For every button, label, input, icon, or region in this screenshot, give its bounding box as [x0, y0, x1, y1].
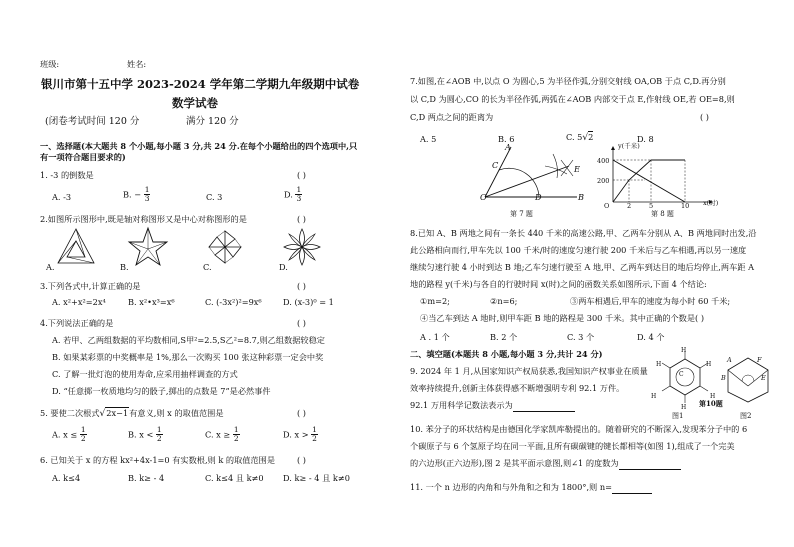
q8-origin: O: [604, 202, 610, 210]
q1-option-d: D. $\frac{1}{3}$: [284, 185, 302, 203]
q8-x-axis-label: x(时): [703, 199, 719, 207]
q4-option-a: A. 若甲、乙两组数据的平均数相同,S甲²=2.5,S乙²=8.7,则乙组数据较稳定: [52, 335, 325, 345]
q7-point-d: D: [535, 192, 542, 202]
q2-stem: 2.如图所示图形中,既是轴对称图形又是中心对称图形的是: [40, 214, 247, 224]
q2-answer-paren: ( ): [297, 214, 306, 224]
q7-point-b: B: [578, 192, 585, 202]
q10-line3: 的六边形(正六边形),图 2 是其平面示意图,则∠1 的度数为: [410, 458, 681, 470]
q8-line4: 地的路程 y(千米)与各自的行驶时间 x(时)之间的函数关系如图所示,下面 4 个结论:: [410, 279, 707, 289]
q8-x-tick-2: 2: [627, 202, 632, 210]
q2-option-c: C.: [203, 262, 212, 272]
q7-point-a: A: [505, 142, 511, 152]
q3-answer-paren: ( ): [297, 281, 306, 291]
q4-option-d: D. “任意掷一枚质地均匀的骰子,掷出的点数是 7”是必然事件: [52, 386, 271, 396]
q1-answer-paren: ( ): [297, 170, 306, 180]
q2-figure-b: [128, 227, 168, 267]
q7-option-d: D. 8: [637, 134, 654, 144]
q11-line1: 11. 一个 n 边形的内角和与外角和之和为 1800°,则 n=: [410, 482, 652, 494]
q8-figure-caption: 第 8 题: [651, 210, 674, 218]
q8-y-tick-400: 400: [597, 157, 610, 165]
q7-option-c: C. 5√2: [566, 132, 594, 143]
q10-vertex-a: A: [727, 356, 732, 364]
q7-line1: 7.如图,在∠AOB 中,以点 O 为圆心,5 为半径作弧,分别交射线 OA,OB 于点 C,D.再分别: [410, 76, 726, 86]
section2-heading: 二、填空题(本题共 8 小题,每小题 3 分,共计 24 分): [410, 349, 603, 359]
q4-stem: 4.下列说法正确的是: [40, 318, 114, 328]
section1-heading-2: 有一项符合题目要求的): [40, 152, 126, 162]
q8-option-d: D. 4 个: [637, 332, 665, 342]
q6-stem: 6. 已知关于 x 的方程 kx²+4x-1=0 有实数根,则 k 的取值范围是: [40, 455, 276, 465]
q3-option-c: C. (-3x²)²=9x⁶: [205, 297, 262, 307]
q8-y-axis-label: y(千米): [618, 142, 640, 150]
q1-option-a: A. -3: [52, 192, 72, 202]
q5-option-b: B. x < $\frac{1}{2}$: [128, 425, 162, 443]
q5-option-d: D. x > $\frac{1}{2}$: [283, 425, 317, 443]
q8-graph: [605, 146, 715, 208]
q7-line2: 以 C,D 为圆心,CO 的长为半径作弧,两弧在∠AOB 内部交于点 E,作射线 OE,若 OE=8,则: [410, 94, 735, 104]
q7-figure-caption: 第 7 题: [510, 210, 533, 218]
q4-answer-paren: ( ): [297, 318, 306, 328]
q6-option-c: C. k≤4 且 k≠0: [205, 473, 264, 483]
q7-figure: [477, 144, 587, 204]
q4-option-b: B. 如果某彩票的中奖概率是 1%,那么一次购买 100 张这种彩票一定会中奖: [52, 352, 324, 362]
q10-atom-h-bottom: H: [681, 404, 687, 411]
q6-option-d: D. k≥ - 4 且 k≠0: [283, 473, 350, 483]
q10-atom-h-lower-right: H: [710, 393, 716, 400]
q2-option-b: B.: [120, 262, 129, 272]
class-label: 班级:: [40, 59, 60, 69]
q2-option-d: D.: [279, 262, 288, 272]
q8-conclusion-4: ④当乙车到达 A 地时,则甲车距 B 地的路程是 300 千米。其中正确的个数是( ): [420, 313, 705, 323]
q10-figure-caption: 第10题: [699, 399, 723, 408]
q5-answer-paren: ( ): [297, 408, 306, 418]
q7-point-c: C: [492, 160, 499, 170]
q1-option-c: C. 3: [206, 192, 223, 202]
q2-figure-a: [56, 227, 96, 267]
q9-line1: 9. 2024 年 1 月,从国家知识产权局获悉,我国知识产权事业在质量: [410, 366, 648, 376]
q10-vertex-e: E: [761, 374, 766, 382]
q8-line3: 继续匀速行驶 4 小时到达 B 地;乙车匀速行驶至 A 地,甲、乙两车到达目的地后均停止,两车距 A: [410, 262, 754, 272]
q8-line2: 此公路相向而行,甲车先以 100 千米/时的速度匀速行驶 200 千米后与乙车相遇,再以另一速度: [410, 245, 747, 255]
q8-line1: 8.已知 A、B 两地之间有一条长 440 千米的高速公路,甲、乙两车分别从 A、B 两地同时出发,沿: [410, 228, 757, 238]
name-label: 姓名:: [127, 59, 147, 69]
q2-option-a: A.: [46, 262, 55, 272]
exam-subtitle: 数学试卷: [172, 96, 218, 110]
q5-option-a: A. x ≤ $\frac{1}{2}$: [52, 425, 86, 443]
q8-x-tick-10: 10: [681, 202, 690, 210]
q7-line3: C,D 两点之间的距离为: [410, 112, 494, 122]
q8-option-b: B. 2 个: [490, 332, 518, 342]
q9-line2: 效率持续提升,创新主体获得感不断增强明专利 92.1 万件。: [410, 383, 625, 393]
q9-line3: 92.1 万用科学记数法表示为: [410, 400, 575, 412]
q10-atom-c: C: [679, 371, 684, 378]
q5-stem: 5. 要使二次根式√2x−1有意义,则 x 的取值范围是: [40, 408, 224, 419]
q6-option-b: B. k≥ - 4: [128, 473, 165, 483]
q7-option-b: B. 6: [498, 134, 515, 144]
q10-figure-1-label: 图1: [672, 412, 684, 420]
q2-figure-d: [282, 227, 322, 267]
q7-point-o: O: [480, 192, 487, 202]
q7-answer-paren: ( ): [700, 112, 709, 122]
q3-option-d: D. (x-3)⁰ = 1: [283, 297, 334, 307]
q8-x-tick-5: 5: [649, 202, 654, 210]
q3-option-b: B. x²•x³=x⁶: [128, 297, 175, 307]
q10-atom-h-lower-left: H: [651, 393, 657, 400]
q6-answer-paren: ( ): [297, 455, 306, 465]
q4-option-c: C. 了解一批灯泡的使用寿命,应采用抽样调查的方式: [52, 369, 238, 379]
q1-stem: 1. -3 的倒数是: [40, 170, 94, 180]
q10-atom-h-right: H: [706, 361, 712, 368]
q10-figure-2-label: 图2: [740, 412, 752, 420]
time-info: (闭卷考试时间 120 分: [45, 116, 140, 127]
q8-conclusion-1: ①m=2;: [420, 296, 450, 306]
q10-atom-h-top: H: [681, 347, 687, 354]
q1-option-b: B. − $\frac{1}{3}$: [123, 185, 150, 203]
q10-line1: 10. 苯分子的环状结构是由德国化学家凯库勒提出的。随着研究的不断深入,发现苯分子中的 6: [410, 424, 748, 434]
q10-atom-h-left: H: [656, 361, 662, 368]
q2-figure-c: [205, 227, 245, 267]
q6-option-a: A. k≤4: [52, 473, 81, 483]
q8-option-c: C. 3 个: [567, 332, 595, 342]
q8-conclusion-3: ③两车相遇后,甲车的速度为每小时 60 千米;: [570, 296, 731, 306]
q10-vertex-f: F: [757, 356, 762, 364]
q8-y-tick-200: 200: [597, 177, 610, 185]
q3-stem: 3.下列各式中,计算正确的是: [40, 281, 141, 291]
score-info: 满分 120 分: [186, 116, 239, 127]
q7-point-e: E: [574, 164, 580, 174]
q8-conclusion-2: ②n=6;: [490, 296, 518, 306]
q7-option-a: A. 5: [420, 134, 437, 144]
q3-option-a: A. x²+x²=2x⁴: [52, 297, 106, 307]
section1-heading: 一、选择题(本大题共 8 个小题,每小题 3 分,共 24 分.在每个小题给出的四个选项中,只: [40, 141, 358, 151]
q5-option-c: C. x ≥ $\frac{1}{2}$: [205, 425, 239, 443]
q8-option-a: A . 1 个: [420, 332, 450, 342]
q10-line2: 个碳原子与 6 个氢原子均在同一平面,且所有碳碳键的键长都相等(如图 1),组成了一个完美: [410, 441, 735, 451]
q10-vertex-b: B: [721, 374, 726, 382]
exam-title: 银川市第十五中学 2023-2024 学年第二学期九年级期中试卷: [41, 77, 360, 91]
